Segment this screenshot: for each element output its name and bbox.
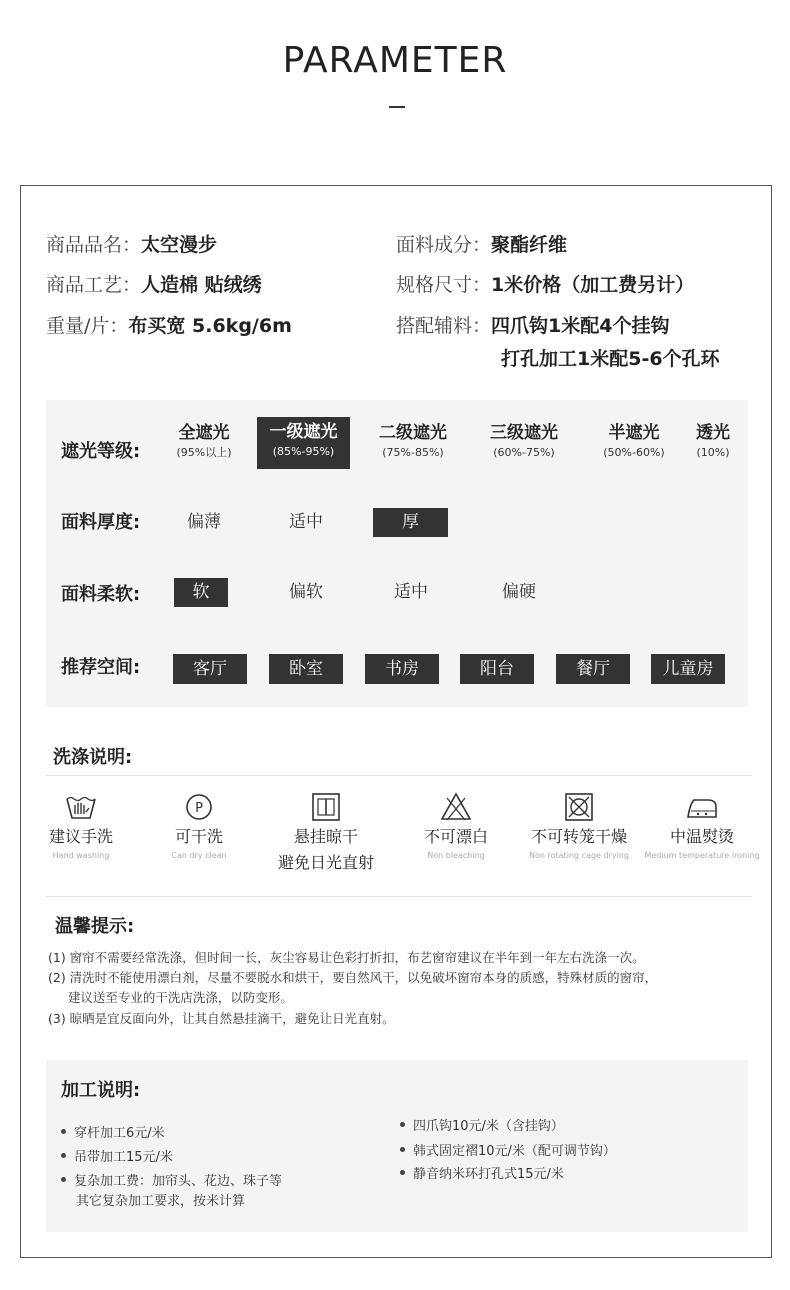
shading-option-half [594, 422, 674, 468]
rooms-label: 推荐空间: [61, 657, 141, 678]
wash-label: 建议手洗 [48, 827, 113, 846]
title-divider [389, 106, 405, 108]
info-row-craft [46, 270, 262, 297]
wash-label: 悬挂晾干 [293, 827, 358, 846]
wash-label: 中温熨烫 [669, 827, 734, 846]
wash-label: 不可转笼干燥 [530, 827, 627, 846]
shading-name: 二级遮光 [379, 423, 447, 443]
washing-title: 洗涤说明: [53, 747, 133, 768]
room-living-room: 客厅 [173, 654, 247, 684]
shading-pct: (60%-75%) [493, 446, 555, 459]
processing-text: 静音纳米环打孔式15元/米 [413, 1167, 564, 1182]
info-value: 四爪钩1米配4个挂钩 [491, 315, 670, 337]
processing-item [400, 1116, 564, 1138]
wash-item-hang [266, 790, 386, 876]
wash-item-hand [21, 790, 141, 862]
shading-option-level3 [482, 422, 566, 468]
softness-option-soft: 软 [174, 578, 228, 607]
info-key: 规格尺寸： [396, 274, 492, 296]
shading-name: 一级遮光 [269, 422, 338, 442]
shading-option-full [169, 422, 239, 468]
room-study: 书房 [365, 654, 439, 684]
shading-pct: (75%-85%) [382, 446, 444, 459]
info-row-size [396, 270, 694, 297]
room-bedroom: 卧室 [269, 654, 343, 684]
shading-pct: (85%-95%) [272, 445, 335, 458]
no-bleach-icon [439, 790, 473, 824]
wash-item-notumble [519, 790, 639, 862]
info-value: 1米价格（加工费另计） [491, 274, 695, 296]
info-key: 搭配辅料： [396, 315, 492, 337]
hang-dry-icon [309, 790, 343, 824]
info-row-weight [46, 311, 292, 338]
processing-text: 四爪钩10元/米（含挂钩） [413, 1119, 564, 1134]
wash-label-en: Non bleaching [427, 851, 485, 860]
room-dining: 餐厅 [556, 654, 630, 684]
bullet-dot [61, 1177, 66, 1182]
processing-text: 韩式固定褶10元/米（配可调节钩） [413, 1144, 616, 1159]
info-key: 商品品名： [46, 234, 142, 256]
wash-label-line2: 避免日光直射 [277, 853, 374, 872]
tip-line-3: (3) 晾晒是宜反面向外，让其自然悬挂滴干，避免让日光直射。 [48, 1011, 395, 1026]
shading-name: 透光 [696, 423, 730, 443]
info-key: 面料成分： [396, 234, 492, 256]
processing-item [61, 1171, 282, 1193]
info-value: 太空漫步 [141, 234, 218, 256]
processing-item [400, 1141, 616, 1163]
info-row-accessories-extra [501, 344, 720, 371]
tips-title: 温馨提示: [55, 916, 135, 937]
hand-wash-icon [64, 790, 98, 824]
tip-line-2-cont: 建议送至专业的干洗店洗涤，以防变形。 [48, 990, 293, 1005]
processing-item [61, 1147, 173, 1169]
washing-divider-bottom [46, 896, 752, 897]
shading-name: 半遮光 [608, 423, 660, 443]
thickness-option-medium: 适中 [289, 512, 323, 532]
bullet-dot [400, 1147, 405, 1152]
processing-text: 复杂加工费：加帘头、花边、珠子等 [74, 1174, 283, 1189]
wash-label-en: Medium temperature ironing [644, 851, 760, 860]
washing-divider-top [46, 775, 752, 776]
processing-item [61, 1123, 165, 1145]
bullet-dot [400, 1122, 405, 1127]
bullet-dot [400, 1170, 405, 1175]
thickness-option-thick: 厚 [373, 508, 448, 537]
shading-pct: (50%-60%) [603, 446, 665, 459]
processing-text: 穿杆加工6元/米 [74, 1126, 165, 1141]
shading-option-level1 [257, 417, 350, 469]
svg-text:P: P [195, 801, 203, 816]
info-key: 商品工艺： [46, 274, 142, 296]
wash-label: 不可漂白 [423, 827, 488, 846]
page-title: PARAMETER [282, 40, 508, 81]
processing-title: 加工说明: [61, 1080, 141, 1101]
info-value: 人造棉 贴绒绣 [141, 274, 262, 296]
softness-option-stiff: 偏硬 [502, 582, 536, 602]
wash-item-nobleach [396, 790, 516, 862]
room-balcony: 阳台 [460, 654, 534, 684]
info-row-material [396, 230, 567, 257]
processing-item-extra: 其它复杂加工要求，按米计算 [76, 1194, 246, 1209]
wash-item-dryclean [139, 790, 259, 862]
processing-item [400, 1164, 564, 1186]
info-row-name [46, 230, 217, 257]
wash-label-en: Non rotating cage drying [529, 851, 629, 860]
shading-pct: (10%) [696, 446, 730, 459]
wash-item-iron [642, 790, 762, 862]
softness-option-rather-soft: 偏软 [289, 582, 323, 602]
info-value: 打孔加工1米配5-6个孔环 [501, 348, 720, 370]
info-value: 聚酯纤维 [491, 234, 568, 256]
tip-line-2: (2) 清洗时不能使用漂白剂，尽量不要脱水和烘干，要自然风干，以免破坏窗帘本身的质感，特殊材质的窗帘， [48, 970, 658, 985]
thickness-label: 面料厚度: [61, 512, 141, 533]
softness-option-medium: 适中 [394, 582, 428, 602]
wash-label-en: Hand washing [52, 851, 110, 860]
shading-label: 遮光等级: [61, 441, 141, 462]
bullet-dot [61, 1129, 66, 1134]
shading-name: 全遮光 [178, 423, 230, 443]
wash-label: 可干洗 [174, 827, 223, 846]
info-value: 布买宽 5.6kg/6m [128, 315, 292, 337]
iron-medium-icon [684, 790, 720, 824]
room-kids: 儿童房 [651, 654, 725, 684]
bullet-dot [61, 1153, 66, 1158]
shading-pct: (95%以上) [176, 446, 232, 459]
info-row-accessories [396, 311, 669, 338]
thickness-option-thin: 偏薄 [187, 512, 221, 532]
softness-label: 面料柔软: [61, 584, 141, 605]
no-tumble-dry-icon [562, 790, 596, 824]
shading-option-level2 [371, 422, 455, 468]
dry-clean-icon [182, 790, 216, 824]
shading-name: 三级遮光 [490, 423, 558, 443]
info-key: 重量/片： [46, 315, 129, 337]
wash-label-en: Can dry clean [171, 851, 227, 860]
tip-line-1: (1) 窗帘不需要经常洗涤，但时间一长，灰尘容易让色彩打折扣，布艺窗帘建议在半年到一年左右洗涤一次。 [48, 950, 645, 965]
shading-option-sheer [688, 422, 738, 468]
processing-text: 吊带加工15元/米 [74, 1150, 173, 1165]
